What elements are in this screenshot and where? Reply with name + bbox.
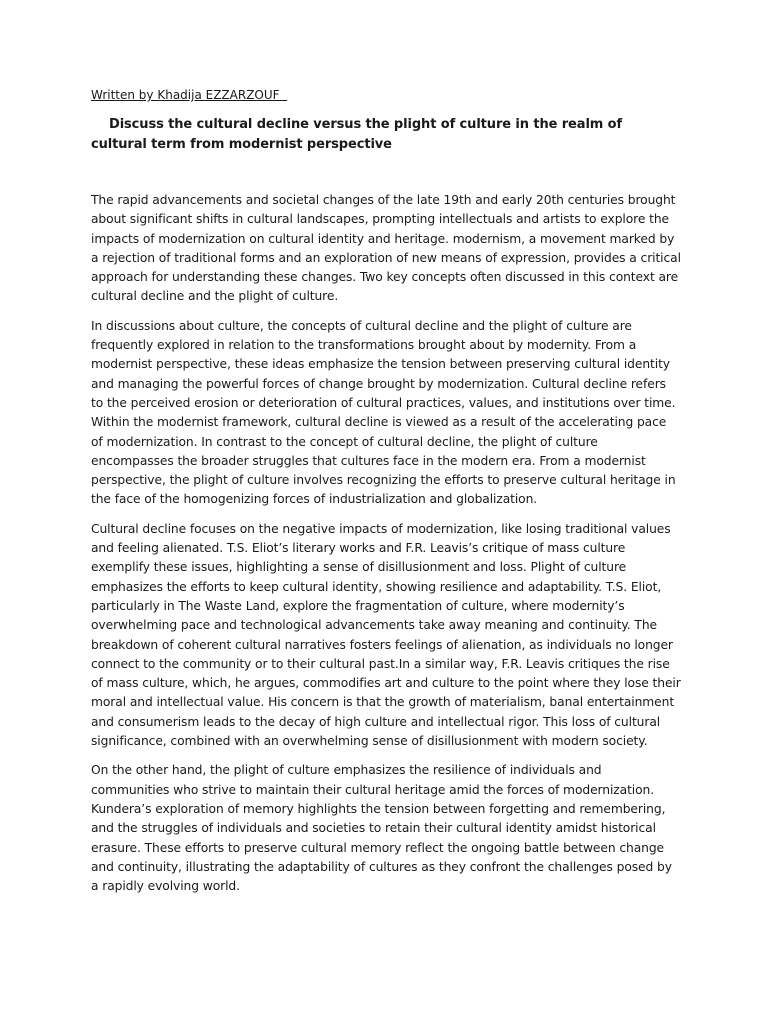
author-line: Written by Khadija EZZARZOUF: [91, 88, 288, 102]
paragraph: Cultural decline focuses on the negative impacts of modernization, like losing traditional values and feeling alienated. T.S. Eliot’s literary works and F.R. Leavis’s critique of mass culture exemplify these issues, highlighting a sense of disillusionment and loss. Plight of culture emphasizes the efforts to keep cultural identity, showing resilience and adaptability. T.S. Eliot, particularly in The Waste Land, explore the fragmentation of culture, where modernity’s overwhelming pace and technological advancements take away meaning and continuity. The breakdown of coherent cultural narratives fosters feelings of alienation, as individuals no longer connect to the community or to their cultural past.In a similar way, F.R. Leavis critiques the rise of mass culture, which, he argues, commodifies art and culture to the point where they lose their moral and intellectual value. His concern is that the growth of materialism, banal entertainment and consumerism leads to the decay of high culture and intellectual rigor. This loss of cultural significance, combined with an overwhelming sense of disillusionment with modern society.: [91, 521, 681, 749]
paragraph: On the other hand, the plight of culture emphasizes the resilience of individuals and communities who strive to maintain their cultural heritage amid the forces of modernization. Kundera’s exploration of memory highlights the tension between forgetting and remembering, and the struggles of individuals and societies to retain their cultural identity amidst historical erasure. These efforts to preserve cultural memory reflect the ongoing battle between change and continuity, illustrating the adaptability of cultures as they confront the challenges posed by a rapidly evolving world.: [91, 763, 672, 894]
document-body: [91, 191, 681, 906]
paragraph: In discussions about culture, the concepts of cultural decline and the plight of culture are frequently explored in relation to the transformations brought about by modernity. From a modernist perspective, these ideas emphasize the tension between preserving cultural identity and managing the powerful forces of change brought by modernization. Cultural decline refers to the perceived erosion or deterioration of cultural practices, values, and institutions over time. Within the modernist framework, cultural decline is viewed as a result of the accelerating pace of modernization. In contrast to the concept of cultural decline, the plight of culture encompasses the broader struggles that cultures face in the modern era. From a modernist perspective, the plight of culture involves recognizing the efforts to preserve cultural heritage in the face of the homogenizing forces of industrialization and globalization.: [91, 318, 676, 507]
paragraph: The rapid advancements and societal changes of the late 19th and early 20th centuries brought about significant shifts in cultural landscapes, prompting intellectuals and artists to explore the impacts of modernization on cultural identity and heritage. modernism, a movement marked by a rejection of traditional forms and an exploration of new means of expression, provides a critical approach for understanding these changes. Two key concepts often discussed in this context are cultural decline and the plight of culture.: [91, 193, 681, 304]
document-title: Discuss the cultural decline versus the plight of culture in the realm of cultural term from modernist perspective: [91, 117, 623, 152]
